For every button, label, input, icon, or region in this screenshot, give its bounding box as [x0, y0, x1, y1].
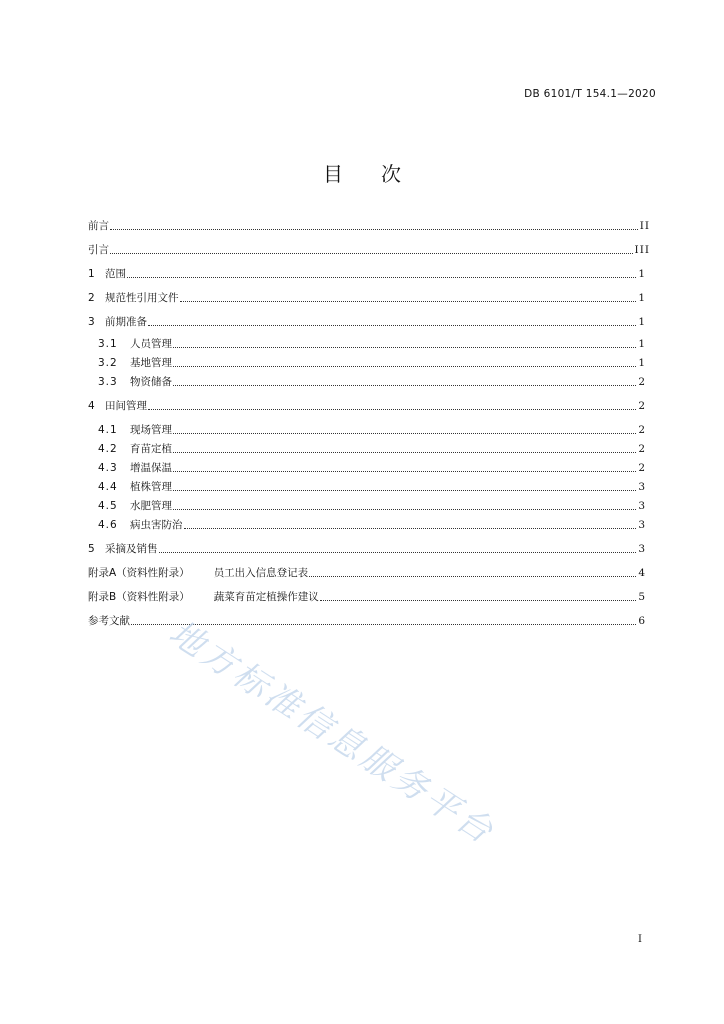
toc-page-number: 1 [638, 338, 646, 350]
toc-entry-label: 采摘及销售 [105, 543, 158, 555]
toc-title-char-2: 次 [381, 162, 401, 186]
dot-leader [173, 432, 636, 434]
toc-entry-number: 4.4 [98, 481, 118, 493]
toc-entry-number: 3.1 [98, 338, 118, 350]
toc-entry-number: 4.6 [98, 519, 118, 531]
dot-leader [127, 276, 636, 278]
toc-page-number: 2 [638, 376, 646, 388]
toc-entry-label: 基地管理 [130, 357, 172, 369]
appendix-tag: 附录B（资料性附录） [88, 591, 190, 603]
toc-page-number: 3 [638, 543, 646, 555]
toc-page-number: 4 [638, 567, 646, 579]
dot-leader [110, 228, 638, 230]
toc-page-number: 3 [638, 481, 646, 493]
toc-entry-references[interactable] [88, 613, 646, 629]
toc-entry-number: 4.5 [98, 500, 118, 512]
toc-entry-section-5[interactable] [88, 541, 646, 557]
toc-page-number: II [639, 220, 650, 232]
toc-entry-section-3-3[interactable] [98, 374, 646, 390]
dot-leader [110, 252, 633, 254]
toc-entry-introduction[interactable] [88, 242, 650, 258]
toc-entry-label: 参考文献 [88, 615, 130, 627]
toc-entry-label: 病虫害防治 [130, 519, 183, 531]
toc-entry-section-4[interactable] [88, 398, 646, 414]
dot-leader [184, 527, 637, 529]
dot-leader [320, 599, 636, 601]
toc-page-number: 3 [638, 519, 646, 531]
toc-entry-number: 3 [88, 316, 96, 328]
toc-page-number: 6 [638, 615, 646, 627]
toc-entry-label: 规范性引用文件 [105, 292, 179, 304]
toc-entry-appendix-b[interactable] [88, 589, 646, 605]
toc-entry-label: 前言 [88, 220, 109, 232]
dot-leader [173, 365, 636, 367]
dot-leader [309, 575, 636, 577]
toc-page-number: 1 [638, 268, 646, 280]
toc-entry-number: 2 [88, 292, 96, 304]
dot-leader [148, 324, 636, 326]
toc-entry-section-2[interactable] [88, 290, 646, 306]
toc-page-number: 3 [638, 500, 646, 512]
appendix-tag: 附录A（资料性附录） [88, 567, 190, 579]
toc-entry-label: 田间管理 [105, 400, 147, 412]
toc-entry-foreword[interactable] [88, 218, 650, 234]
toc-entry-label: 植株管理 [130, 481, 172, 493]
dot-leader [148, 408, 636, 410]
toc-entry-label: 员工出入信息登记表 [213, 567, 309, 579]
toc-entry-number: 1 [88, 268, 96, 280]
toc-entry-number: 4.1 [98, 424, 118, 436]
dot-leader [173, 470, 636, 472]
toc-entry-label: 蔬菜育苗定植操作建议 [213, 591, 319, 603]
toc-page-number: III [634, 244, 650, 256]
toc-entry-appendix-a[interactable] [88, 565, 646, 581]
toc-entry-section-4-4[interactable] [98, 479, 646, 495]
dot-leader [173, 346, 636, 348]
toc-entry-number: 3.2 [98, 357, 118, 369]
toc-entry-section-4-3[interactable] [98, 460, 646, 476]
toc-page-number: 1 [638, 292, 646, 304]
toc-title [0, 158, 724, 187]
toc-page-number: 2 [638, 462, 646, 474]
toc-page-number: 5 [638, 591, 646, 603]
dot-leader [173, 508, 636, 510]
toc-page-number: 2 [638, 400, 646, 412]
watermark: 地方标准信息服务平台 [161, 612, 503, 854]
dot-leader [173, 489, 636, 491]
dot-leader [173, 384, 636, 386]
dot-leader [159, 551, 637, 553]
toc-entry-section-3-1[interactable] [98, 336, 646, 352]
toc-page-number: 2 [638, 424, 646, 436]
toc-page-number: 1 [638, 357, 646, 369]
toc-entry-section-4-1[interactable] [98, 422, 646, 438]
toc-entry-label: 增温保温 [130, 462, 172, 474]
toc-entry-number: 4 [88, 400, 96, 412]
toc-entry-label: 人员管理 [130, 338, 172, 350]
toc-entry-number: 4.3 [98, 462, 118, 474]
toc-entry-number: 4.2 [98, 443, 118, 455]
toc-entry-section-4-2[interactable] [98, 441, 646, 457]
toc-entry-section-3[interactable] [88, 314, 646, 330]
page-number: I [638, 934, 642, 945]
dot-leader [173, 451, 636, 453]
dot-leader [180, 300, 637, 302]
toc-entry-label: 引言 [88, 244, 109, 256]
document-code: DB 6101/T 154.1—2020 [524, 88, 656, 100]
toc-entry-label: 范围 [105, 268, 126, 280]
toc-entry-number: 5 [88, 543, 96, 555]
toc-entry-number: 3.3 [98, 376, 118, 388]
toc-page-number: 1 [638, 316, 646, 328]
toc-entry-section-3-2[interactable] [98, 355, 646, 371]
toc-entry-label: 前期准备 [105, 316, 147, 328]
toc-entry-label: 物资储备 [130, 376, 172, 388]
toc-title-char-1: 目 [323, 162, 343, 186]
toc-entry-section-4-6[interactable] [98, 517, 646, 533]
toc-entry-section-1[interactable] [88, 266, 646, 282]
toc-page-number: 2 [638, 443, 646, 455]
toc-entry-label: 育苗定植 [130, 443, 172, 455]
toc-entry-label: 水肥管理 [130, 500, 172, 512]
toc-entry-label: 现场管理 [130, 424, 172, 436]
toc-entry-section-4-5[interactable] [98, 498, 646, 514]
